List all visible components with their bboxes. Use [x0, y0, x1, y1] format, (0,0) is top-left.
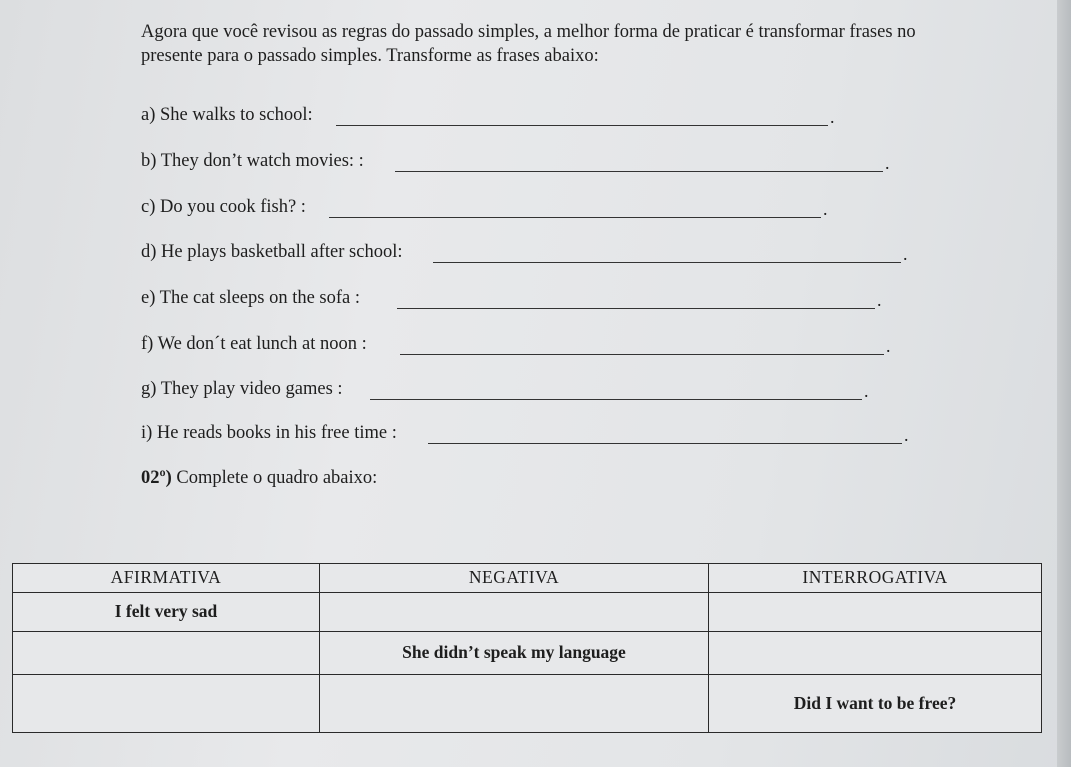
- exercise-a: [141, 103, 835, 127]
- table-row: [13, 592, 1042, 631]
- period: .: [830, 107, 835, 127]
- question-number: 02º): [141, 468, 172, 488]
- exercise-e: [141, 286, 882, 310]
- answer-blank[interactable]: [370, 399, 862, 400]
- answer-blank[interactable]: [428, 443, 902, 444]
- period: .: [885, 153, 890, 173]
- period: .: [823, 199, 828, 219]
- exercise-label: g) They play video games :: [141, 379, 343, 399]
- exercise-g: [141, 377, 869, 401]
- exercise-label: b) They don’t watch movies: :: [141, 151, 364, 171]
- exercise-c: [141, 195, 828, 219]
- table-cell[interactable]: [13, 631, 320, 674]
- table-cell[interactable]: [320, 592, 709, 631]
- answer-blank[interactable]: [400, 354, 884, 355]
- exercise-label: a) She walks to school:: [141, 105, 313, 125]
- conjugation-table: [12, 563, 1042, 733]
- table-cell: I felt very sad: [13, 592, 320, 631]
- table-row: [13, 674, 1042, 732]
- exercise-label: e) The cat sleeps on the sofa :: [141, 288, 361, 308]
- table-cell[interactable]: [709, 631, 1042, 674]
- answer-blank[interactable]: [329, 217, 821, 218]
- question-2: [141, 466, 377, 490]
- exercise-b: [141, 149, 890, 173]
- period: .: [864, 381, 869, 401]
- period: .: [903, 244, 908, 264]
- table-header-row: [13, 564, 1042, 593]
- paper-edge: [1057, 0, 1071, 767]
- table-row: [13, 631, 1042, 674]
- exercise-i: [141, 421, 909, 445]
- table-cell: She didn’t speak my language: [320, 631, 709, 674]
- answer-blank[interactable]: [395, 171, 883, 172]
- table-cell: Did I want to be free?: [709, 674, 1042, 732]
- table-cell[interactable]: [13, 674, 320, 732]
- period: .: [886, 336, 891, 356]
- exercise-label: i) He reads books in his free time :: [141, 423, 397, 443]
- table-cell[interactable]: [320, 674, 709, 732]
- header-interrogativa: INTERROGATIVA: [709, 564, 1042, 593]
- answer-blank[interactable]: [397, 308, 875, 309]
- header-afirmativa: AFIRMATIVA: [13, 564, 320, 593]
- exercise-label: c) Do you cook fish? :: [141, 197, 306, 217]
- table-cell[interactable]: [709, 592, 1042, 631]
- exercise-label: f) We don´t eat lunch at noon :: [141, 334, 367, 354]
- instructions-paragraph: Agora que você revisou as regras do passado simples, a melhor forma de praticar é transformar frases no presente para o passado simples. Transforme as frases abaixo:: [141, 22, 916, 66]
- exercise-label: d) He plays basketball after school:: [141, 242, 403, 262]
- header-negativa: NEGATIVA: [320, 564, 709, 593]
- exercise-d: [141, 240, 908, 264]
- period: .: [904, 425, 909, 445]
- exercise-f: [141, 332, 891, 356]
- period: .: [877, 290, 882, 310]
- answer-blank[interactable]: [336, 125, 828, 126]
- question-text: Complete o quadro abaixo:: [171, 468, 378, 488]
- answer-blank[interactable]: [433, 262, 901, 263]
